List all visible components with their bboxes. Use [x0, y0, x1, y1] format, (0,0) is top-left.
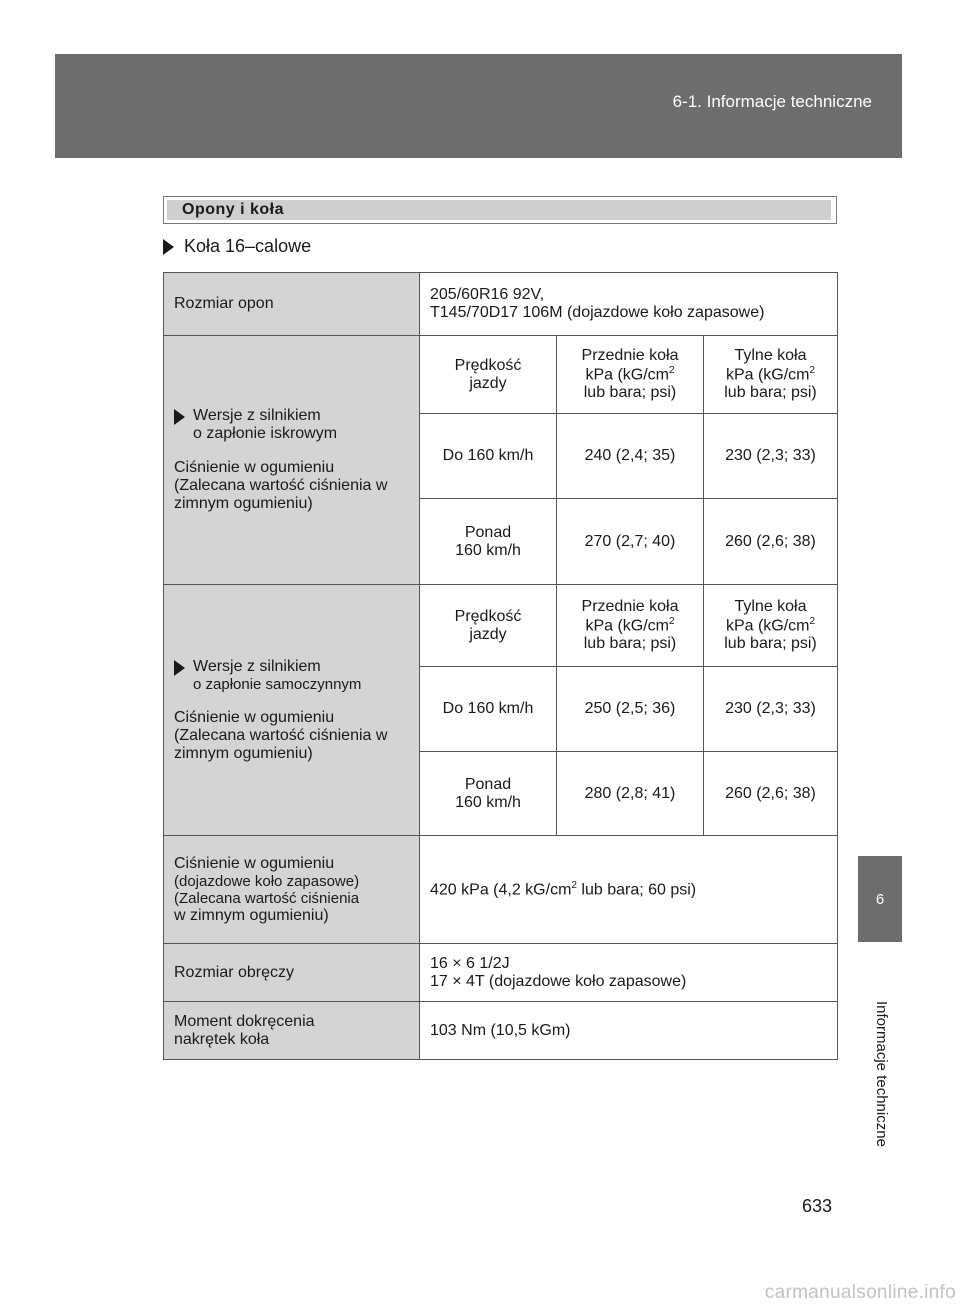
header-rear-line3: lub bara; psi)	[724, 635, 817, 653]
petrol-speed-2-line2: 160 km/h	[455, 541, 521, 559]
watermark: carmanualsonline.info	[764, 1282, 956, 1303]
diesel-speed-2-line2: 160 km/h	[455, 793, 521, 811]
spare-label	[164, 836, 420, 944]
header-rear-sup: 2	[809, 364, 816, 376]
header-front-unit: kPa (kG/cm	[585, 366, 669, 384]
header-rear-sup: 2	[809, 615, 816, 627]
header-rear-line3: lub bara; psi)	[724, 384, 817, 402]
header-rear-line2	[704, 616, 837, 635]
petrol-front-2: 270 (2,7; 40)	[557, 499, 704, 585]
spare-label-line4: w zimnym ogumieniu)	[174, 906, 329, 924]
torque-value: 103 Nm (10,5 kGm)	[420, 1002, 838, 1060]
petrol-front-1: 240 (2,4; 35)	[557, 414, 704, 499]
spare-value-b: lub bara; 60 psi)	[576, 881, 697, 899]
torque-label-line2: nakrętek koła	[174, 1030, 270, 1048]
header-front-unit: kPa (kG/cm	[585, 617, 669, 635]
spare-label-line3: (Zalecana wartość ciśnienia	[174, 889, 360, 907]
petrol-engine-line2: o zapłonie iskrowym	[193, 425, 338, 442]
header-front-line1: Przednie koła	[581, 346, 679, 364]
header-front-line1: Przednie koła	[581, 597, 679, 615]
diesel-rear-2: 260 (2,6; 38)	[704, 752, 838, 836]
subheading-text: Koła 16–calowe	[184, 236, 312, 256]
diesel-engine-line1: Wersje z silnikiem	[193, 657, 321, 675]
table-row	[164, 273, 838, 336]
petrol-engine	[174, 407, 419, 443]
torque-label	[164, 1002, 420, 1060]
tire-size-value	[420, 273, 838, 336]
breadcrumb: 6-1. Informacje techniczne	[672, 92, 872, 111]
header-speed	[420, 585, 557, 667]
header-front-sup: 2	[669, 615, 675, 627]
diesel-engine-line2: o zapłonie samoczynnym	[193, 675, 362, 693]
spare-label-line2: (dojazdowe koło zapasowe)	[174, 872, 360, 890]
triangle-bullet-icon	[174, 660, 185, 676]
header-speed-line1: Prędkość	[454, 607, 522, 625]
header-speed-line1: Prędkość	[454, 356, 522, 374]
petrol-pressure-label: Ciśnienie w ogumieniu (Zalecana wartość ciśnienia w zimnym ogumieniu)	[174, 459, 388, 512]
petrol-rear-2: 260 (2,6; 38)	[704, 499, 838, 585]
petrol-label-cell	[164, 336, 420, 585]
tire-size-line1: 205/60R16 92V,	[430, 286, 545, 303]
table-row	[164, 336, 838, 414]
table-row	[164, 1002, 838, 1060]
rim-label: Rozmiar obręczy	[164, 944, 420, 1002]
triangle-bullet-icon	[163, 239, 174, 255]
header-rear	[704, 585, 838, 667]
diesel-label-cell	[164, 585, 420, 836]
header-front-line2	[557, 365, 703, 384]
section-title-text: Opony i koła	[182, 201, 285, 218]
table-row	[164, 944, 838, 1002]
diesel-engine	[174, 658, 419, 693]
diesel-pressure-label: Ciśnienie w ogumieniu (Zalecana wartość ciśnienia w zimnym ogumieniu)	[174, 708, 388, 762]
petrol-rear-1: 230 (2,3; 33)	[704, 414, 838, 499]
subheading	[163, 236, 311, 257]
header-rear-line1: Tylne koła	[734, 346, 807, 364]
header-band	[55, 54, 902, 158]
chapter-label: Informacje techniczne	[873, 1001, 890, 1147]
petrol-speed-2	[420, 499, 557, 585]
spare-value-a: 420 kPa (4,2 kG/cm	[430, 881, 572, 899]
header-front-sup: 2	[669, 364, 675, 376]
page-number: 633	[802, 1196, 833, 1216]
tire-size-label: Rozmiar opon	[164, 273, 420, 336]
chapter-number: 6	[875, 890, 885, 908]
spare-value-sup: 2	[571, 879, 577, 891]
header-front-line3: lub bara; psi)	[583, 635, 677, 653]
rim-line1: 16 × 6 1/2J	[430, 954, 510, 972]
diesel-rear-1: 230 (2,3; 33)	[704, 667, 838, 752]
chapter-tab[interactable]	[858, 856, 902, 942]
rim-value	[420, 944, 838, 1002]
spec-table	[163, 272, 838, 1060]
header-speed-line2: jazdy	[469, 625, 507, 643]
petrol-speed-2-line1: Ponad	[464, 523, 512, 541]
header-speed	[420, 336, 557, 414]
header-front	[557, 585, 704, 667]
header-front	[557, 336, 704, 414]
petrol-engine-line1: Wersje z silnikiem	[193, 407, 321, 424]
spare-value	[420, 836, 838, 944]
tire-size-line2: T145/70D17 106M (dojazdowe koło zapasowe)	[430, 304, 765, 321]
diesel-speed-2-line1: Ponad	[464, 775, 512, 793]
table-row	[164, 585, 838, 667]
triangle-bullet-icon	[174, 409, 185, 425]
torque-label-line1: Moment dokręcenia	[174, 1012, 315, 1030]
spare-label-line1: Ciśnienie w ogumieniu	[174, 854, 335, 872]
diesel-front-1: 250 (2,5; 36)	[557, 667, 704, 752]
petrol-speed-1: Do 160 km/h	[420, 414, 557, 499]
table-row	[164, 836, 838, 944]
section-title	[163, 196, 837, 224]
header-rear-unit: kPa (kG/cm	[725, 366, 810, 384]
header-rear-unit: kPa (kG/cm	[725, 617, 810, 635]
header-speed-line2: jazdy	[469, 374, 507, 392]
header-front-line3: lub bara; psi)	[583, 384, 677, 402]
diesel-front-2: 280 (2,8; 41)	[557, 752, 704, 836]
header-rear	[704, 336, 838, 414]
header-front-line2	[557, 616, 703, 635]
rim-line2: 17 × 4T (dojazdowe koło zapasowe)	[430, 972, 687, 990]
header-rear-line2	[704, 365, 837, 384]
diesel-speed-2	[420, 752, 557, 836]
header-rear-line1: Tylne koła	[734, 597, 807, 615]
diesel-speed-1: Do 160 km/h	[420, 667, 557, 752]
